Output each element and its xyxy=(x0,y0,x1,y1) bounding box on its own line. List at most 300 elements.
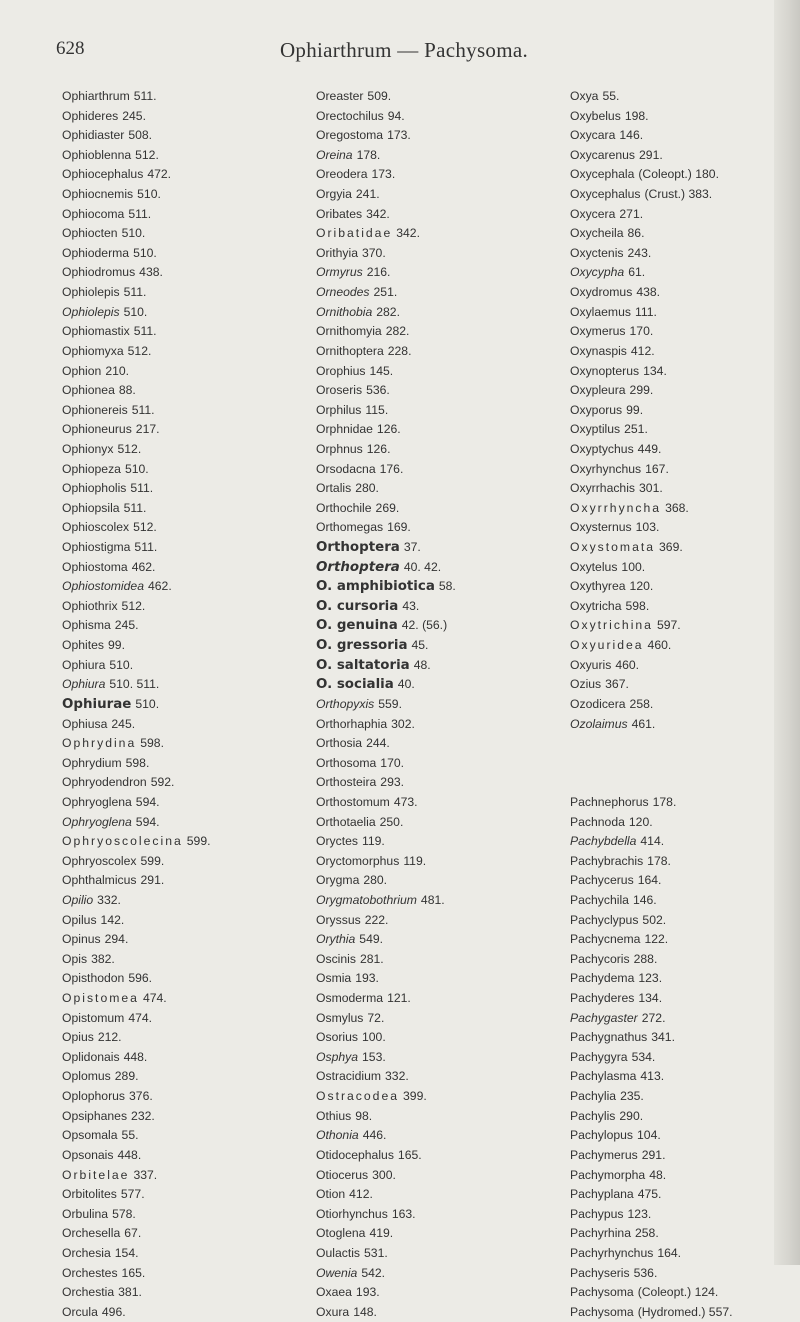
entry-page-ref: 502. xyxy=(642,912,667,927)
entry-name: Pachylis xyxy=(570,1108,616,1123)
index-entry xyxy=(570,695,800,715)
entry-name: Orchestes xyxy=(62,1265,118,1280)
entry-page-ref: 98. xyxy=(355,1108,373,1123)
entry-page-ref: 222. xyxy=(364,912,389,927)
index-entry xyxy=(316,224,556,244)
entry-page-ref: 369. xyxy=(659,540,683,555)
index-entry xyxy=(570,989,800,1009)
entry-name: Ophiomastix xyxy=(62,324,130,339)
entry-page-ref: 72. xyxy=(367,1010,385,1025)
entry-name: Ophioblenna xyxy=(62,147,132,162)
entry-page-ref: 534. xyxy=(631,1049,656,1064)
entry-name: Oryctomorphus xyxy=(316,853,400,868)
index-entry xyxy=(570,479,800,499)
index-entry xyxy=(570,715,800,735)
entry-name: Orthomegas xyxy=(316,520,384,535)
index-entry xyxy=(62,773,302,793)
index-entry xyxy=(316,1009,556,1029)
entry-name: Opilio xyxy=(62,892,94,907)
entry-page-ref: 462. xyxy=(147,579,172,594)
entry-page-ref: 511. xyxy=(130,481,154,496)
entry-name: Oreodera xyxy=(316,167,368,182)
index-entry xyxy=(316,322,556,342)
entry-name: Ormyrus xyxy=(316,265,363,280)
entry-page-ref: 381. xyxy=(118,1285,142,1300)
index-entry xyxy=(316,538,556,558)
entry-page-ref: 510. 511. xyxy=(109,677,160,692)
entry-page-ref: 104. xyxy=(637,1128,661,1143)
entry-page-ref: 332. xyxy=(385,1069,409,1084)
entry-page-ref: 55. xyxy=(121,1128,139,1143)
entry-page-ref: (Crust.) 383. xyxy=(644,187,713,202)
entry-page-ref: 510. xyxy=(123,304,148,319)
index-entry xyxy=(570,420,800,440)
index-entry xyxy=(62,479,302,499)
entry-name: Pachylopus xyxy=(570,1128,634,1143)
entry-name: Oreina xyxy=(316,147,353,162)
entry-name: Pachyrhina xyxy=(570,1226,631,1241)
index-entry xyxy=(62,616,302,636)
entry-name: Orchesia xyxy=(62,1245,111,1260)
entry-name: Pachnephorus xyxy=(570,794,649,809)
index-entry xyxy=(316,1166,556,1186)
entry-page-ref: 55. xyxy=(602,89,620,103)
index-entry xyxy=(570,1264,800,1284)
index-entry xyxy=(62,891,302,911)
entry-name: Ophites xyxy=(62,638,105,653)
entry-name: Osorius xyxy=(316,1030,358,1045)
page-number: 628 xyxy=(56,38,85,59)
entry-page-ref: 121. xyxy=(387,991,411,1006)
index-entry xyxy=(316,1205,556,1225)
entry-name: Orophius xyxy=(316,363,366,378)
index-entry xyxy=(316,1087,556,1107)
entry-name: Oxyporus xyxy=(570,402,623,417)
index-entry xyxy=(62,950,302,970)
entry-name: Oribates xyxy=(316,206,363,221)
entry-name: Osmylus xyxy=(316,1010,364,1025)
entry-page-ref: 245. xyxy=(111,716,136,731)
index-entry xyxy=(570,871,800,891)
entry-page-ref: 245. xyxy=(114,618,139,633)
index-entry xyxy=(570,322,800,342)
entry-name: Ophionyx xyxy=(62,441,114,456)
index-entry xyxy=(570,1028,800,1048)
entry-name: Oxyrhynchus xyxy=(570,461,642,476)
index-entry xyxy=(570,303,800,323)
index-entry xyxy=(570,460,800,480)
index-entry xyxy=(316,871,556,891)
index-entry xyxy=(62,734,302,754)
entry-page-ref: 510. xyxy=(124,461,149,476)
column-gap xyxy=(570,773,800,793)
entry-page-ref: 472. xyxy=(147,167,172,182)
entry-name: Pachycnema xyxy=(570,932,641,947)
entry-name: Ophiolepis xyxy=(62,304,120,319)
entry-name: Pachylia xyxy=(570,1089,617,1104)
index-entry xyxy=(316,283,556,303)
entry-page-ref: 111. xyxy=(634,304,657,319)
entry-name: Ophiostomidea xyxy=(62,579,144,594)
index-entry xyxy=(62,813,302,833)
index-entry xyxy=(62,1264,302,1284)
entry-name: Orphnus xyxy=(316,441,363,456)
entry-page-ref: 167. xyxy=(645,461,669,476)
entry-name: Ophiura xyxy=(62,657,106,672)
entry-page-ref: 119. xyxy=(403,853,427,868)
entry-name: Oxyuridea xyxy=(570,638,644,653)
entry-name: Ophryodendron xyxy=(62,775,147,790)
entry-page-ref: 449. xyxy=(637,441,662,456)
entry-name: Pachyclypus xyxy=(570,912,639,927)
entry-name: Ophthalmicus xyxy=(62,873,137,888)
index-entry xyxy=(570,1166,800,1186)
entry-name: Oxycarenus xyxy=(570,147,636,162)
index-entry xyxy=(316,420,556,440)
entry-name: Orbitolites xyxy=(62,1187,117,1202)
index-entry xyxy=(570,283,800,303)
entry-name: Opsiphanes xyxy=(62,1108,128,1123)
entry-name: Ophiarthrum xyxy=(62,89,130,103)
entry-page-ref: 153. xyxy=(362,1049,386,1064)
entry-name: Oxaea xyxy=(316,1285,352,1300)
entry-name: Osphya xyxy=(316,1049,359,1064)
entry-name: Oxybelus xyxy=(570,108,621,123)
index-entry xyxy=(316,107,556,127)
index-entry xyxy=(62,1028,302,1048)
index-entry xyxy=(316,852,556,872)
index-entry xyxy=(62,1146,302,1166)
entry-page-ref: 512. xyxy=(117,441,142,456)
index-entry xyxy=(316,616,556,636)
entry-page-ref: 216. xyxy=(366,265,391,280)
index-entry xyxy=(316,165,556,185)
entry-page-ref: 100. xyxy=(362,1030,386,1045)
entry-name: Ozodicera xyxy=(570,696,626,711)
entry-name: Orgyia xyxy=(316,187,352,202)
entry-name: Pachygaster xyxy=(570,1010,638,1025)
index-entry xyxy=(316,636,556,656)
running-title: Ophiarthrum — Pachysoma. xyxy=(279,38,529,62)
entry-page-ref: 370. xyxy=(362,245,386,260)
entry-page-ref: 596. xyxy=(128,971,153,986)
entry-name: Oroseris xyxy=(316,383,363,398)
index-entry xyxy=(62,930,302,950)
index-entry xyxy=(570,440,800,460)
index-entry xyxy=(570,911,800,931)
index-entry xyxy=(316,911,556,931)
entry-page-ref: 282. xyxy=(376,304,400,319)
entry-page-ref: 376. xyxy=(129,1089,153,1104)
index-entry xyxy=(316,362,556,382)
entry-name: Orphnidae xyxy=(316,422,373,437)
index-entry xyxy=(316,656,556,676)
entry-page-ref: 512. xyxy=(133,520,157,535)
index-entry xyxy=(316,558,556,578)
index-entry xyxy=(62,205,302,225)
entry-name: Pachyrhynchus xyxy=(570,1245,654,1260)
index-entry xyxy=(316,1303,556,1322)
entry-name: Ophiocephalus xyxy=(62,167,144,182)
entry-page-ref: 448. xyxy=(123,1049,148,1064)
index-entry xyxy=(316,303,556,323)
index-entry xyxy=(62,969,302,989)
entry-name: Osmia xyxy=(316,971,352,986)
index-entry xyxy=(316,891,556,911)
entry-page-ref: 473. xyxy=(393,794,418,809)
index-entry xyxy=(570,636,800,656)
entry-page-ref: 413. xyxy=(640,1069,665,1084)
entry-page-ref: 508. xyxy=(128,128,153,143)
entry-page-ref: 511. xyxy=(123,500,147,515)
entry-name: Pachysoma xyxy=(570,1304,634,1319)
index-entry xyxy=(62,165,302,185)
entry-name: Ostracodea xyxy=(316,1089,400,1104)
entry-page-ref: 536. xyxy=(366,383,390,398)
entry-name: Pachymorpha xyxy=(570,1167,646,1182)
index-entry xyxy=(316,969,556,989)
entry-page-ref: 146. xyxy=(632,892,657,907)
index-entry xyxy=(570,342,800,362)
entry-name: Pachylasma xyxy=(570,1069,637,1084)
index-column-2 xyxy=(316,87,556,1322)
index-entry xyxy=(570,1048,800,1068)
entry-page-ref: 173. xyxy=(387,128,411,143)
index-entry xyxy=(316,87,556,107)
entry-name: Pachymerus xyxy=(570,1147,638,1162)
entry-name: Ophryoglena xyxy=(62,814,132,829)
index-entry xyxy=(62,1107,302,1127)
entry-name: Ortalis xyxy=(316,481,352,496)
entry-name: Orthostomum xyxy=(316,794,390,809)
entry-page-ref: 510. xyxy=(121,226,146,241)
entry-name: Oxynaspis xyxy=(570,343,627,358)
entry-page-ref: 511. xyxy=(134,540,158,555)
index-entry xyxy=(62,852,302,872)
entry-page-ref: 40. 42. xyxy=(403,559,442,574)
entry-page-ref: 549. xyxy=(359,932,384,947)
entry-page-ref: 438. xyxy=(636,285,661,300)
index-entry xyxy=(316,381,556,401)
entry-page-ref: 271. xyxy=(619,206,644,221)
entry-name: Ophiopsila xyxy=(62,500,120,515)
entry-name: Orcula xyxy=(62,1304,98,1319)
index-entry xyxy=(62,401,302,421)
entry-page-ref: 134. xyxy=(638,991,663,1006)
index-entry xyxy=(62,87,302,107)
index-entry xyxy=(62,1048,302,1068)
index-entry xyxy=(316,695,556,715)
entry-page-ref: 598. xyxy=(140,736,164,751)
entry-page-ref: 170. xyxy=(629,324,654,339)
entry-name: Oxystomata xyxy=(570,540,656,555)
entry-page-ref: 148. xyxy=(353,1304,377,1319)
index-entry xyxy=(570,1146,800,1166)
entry-name: Oxyrrhyncha xyxy=(570,500,662,515)
entry-name: Ophiothrix xyxy=(62,598,118,613)
index-entry xyxy=(62,577,302,597)
entry-name: Orthoptera xyxy=(316,559,400,575)
index-entry xyxy=(316,518,556,538)
entry-name: Ornithobia xyxy=(316,304,373,319)
entry-page-ref: 154. xyxy=(114,1245,139,1260)
entry-page-ref: 178. xyxy=(356,147,381,162)
index-entry xyxy=(316,1224,556,1244)
entry-name: Orithyia xyxy=(316,245,358,260)
entry-page-ref: 43. xyxy=(402,598,420,613)
entry-name: Orectochilus xyxy=(316,108,384,123)
entry-page-ref: 48. xyxy=(413,657,431,672)
entry-page-ref: 599. xyxy=(140,853,165,868)
entry-name: Owenia xyxy=(316,1265,358,1280)
entry-page-ref: 300. xyxy=(372,1167,396,1182)
entry-page-ref: 67. xyxy=(124,1226,142,1241)
entry-name: Orythia xyxy=(316,932,356,947)
index-entry xyxy=(316,1107,556,1127)
entry-name: O. saltatoria xyxy=(316,657,410,673)
entry-name: Orthopyxis xyxy=(316,696,375,711)
index-entry xyxy=(316,401,556,421)
index-entry xyxy=(570,1126,800,1146)
entry-page-ref: 337. xyxy=(133,1167,158,1182)
entry-name: Orthoptera xyxy=(316,540,400,556)
entry-name: Ophionea xyxy=(62,383,115,398)
entry-page-ref: 559. xyxy=(378,696,402,711)
entry-name: Othius xyxy=(316,1108,352,1123)
index-column-3 xyxy=(570,87,800,1322)
index-entry xyxy=(316,813,556,833)
entry-page-ref: 282. xyxy=(385,324,410,339)
index-entry xyxy=(570,597,800,617)
entry-page-ref: 176. xyxy=(379,461,404,476)
entry-name: Opistomum xyxy=(62,1010,125,1025)
entry-page-ref: 512. xyxy=(121,598,146,613)
entry-page-ref: 115. xyxy=(365,402,389,417)
column-gap xyxy=(570,754,800,774)
index-entry xyxy=(570,616,800,636)
index-entry xyxy=(316,146,556,166)
entry-page-ref: 382. xyxy=(91,951,115,966)
entry-name: Ophiostigma xyxy=(62,540,131,555)
entry-page-ref: 210. xyxy=(105,363,130,378)
entry-page-ref: 232. xyxy=(131,1108,155,1123)
entry-name: Opsonais xyxy=(62,1147,114,1162)
entry-page-ref: 474. xyxy=(128,1010,153,1025)
entry-page-ref: 178. xyxy=(652,794,677,809)
entry-page-ref: 99. xyxy=(626,402,644,417)
index-entry xyxy=(570,891,800,911)
entry-name: Otion xyxy=(316,1187,346,1202)
entry-page-ref: 446. xyxy=(362,1128,387,1143)
index-entry xyxy=(62,303,302,323)
entry-name: O. gressoria xyxy=(316,638,408,654)
entry-name: Oscinis xyxy=(316,951,356,966)
index-entry xyxy=(570,146,800,166)
entry-name: Ophiopeza xyxy=(62,461,121,476)
index-entry xyxy=(570,1087,800,1107)
entry-name: Oxycheila xyxy=(570,226,624,241)
index-entry xyxy=(570,930,800,950)
index-entry xyxy=(62,1067,302,1087)
entry-name: Oreaster xyxy=(316,89,364,103)
entry-name: Orbitelae xyxy=(62,1167,130,1182)
index-entry xyxy=(570,1185,800,1205)
index-entry xyxy=(62,126,302,146)
entry-page-ref: 193. xyxy=(355,1285,380,1300)
entry-page-ref: 120. xyxy=(629,579,654,594)
index-entry xyxy=(316,1185,556,1205)
entry-page-ref: 250. xyxy=(379,814,404,829)
entry-page-ref: 48. xyxy=(649,1167,667,1182)
entry-name: Ophiura xyxy=(62,677,106,692)
index-entry xyxy=(316,832,556,852)
entry-name: Ophryoscolecina xyxy=(62,834,183,849)
entry-page-ref: 134. xyxy=(643,363,667,378)
index-entry xyxy=(62,715,302,735)
entry-name: Othonia xyxy=(316,1128,359,1143)
index-entry xyxy=(316,1028,556,1048)
entry-name: Pachyderes xyxy=(570,991,635,1006)
entry-name: Ophideres xyxy=(62,108,119,123)
index-entry xyxy=(570,1205,800,1225)
entry-page-ref: 245. xyxy=(122,108,146,123)
entry-page-ref: 301. xyxy=(639,481,663,496)
index-entry xyxy=(316,1048,556,1068)
entry-name: Ornithomyia xyxy=(316,324,382,339)
entry-name: Ozolaimus xyxy=(570,716,628,731)
index-entry xyxy=(316,715,556,735)
index-entry xyxy=(316,244,556,264)
entry-name: Orchesella xyxy=(62,1226,121,1241)
index-entry xyxy=(316,675,556,695)
entry-page-ref: 146. xyxy=(619,128,644,143)
entry-page-ref: 280. xyxy=(355,481,379,496)
entry-name: Ozius xyxy=(570,677,602,692)
index-entry xyxy=(62,656,302,676)
entry-name: Oxycephalus xyxy=(570,187,641,202)
index-entry xyxy=(316,1283,556,1303)
index-entry xyxy=(570,1283,800,1303)
entry-name: Oryssus xyxy=(316,912,361,927)
index-entry xyxy=(62,1166,302,1186)
index-entry xyxy=(62,460,302,480)
entry-name: Opilus xyxy=(62,912,97,927)
entry-page-ref: 293. xyxy=(380,775,405,790)
index-entry xyxy=(316,263,556,283)
index-entry xyxy=(570,165,800,185)
entry-name: Oxypleura xyxy=(570,383,626,398)
entry-name: Oxycypha xyxy=(570,265,625,280)
entry-page-ref: 251. xyxy=(624,422,648,437)
index-entry xyxy=(62,832,302,852)
entry-page-ref: 94. xyxy=(387,108,405,123)
index-entry xyxy=(570,1009,800,1029)
index-entry xyxy=(62,224,302,244)
entry-page-ref: 40. xyxy=(397,677,415,692)
entry-page-ref: 37. xyxy=(403,540,421,555)
entry-page-ref: 531. xyxy=(364,1245,388,1260)
entry-name: Otidocephalus xyxy=(316,1147,394,1162)
index-entry xyxy=(570,577,800,597)
index-entry xyxy=(316,126,556,146)
index-entry xyxy=(316,1146,556,1166)
index-entry xyxy=(570,558,800,578)
entry-name: O. socialia xyxy=(316,677,394,693)
entry-page-ref: 597. xyxy=(656,618,681,633)
entry-page-ref: 165. xyxy=(397,1147,422,1162)
entry-name: Oxylaemus xyxy=(570,304,631,319)
entry-name: Orthosteira xyxy=(316,775,377,790)
